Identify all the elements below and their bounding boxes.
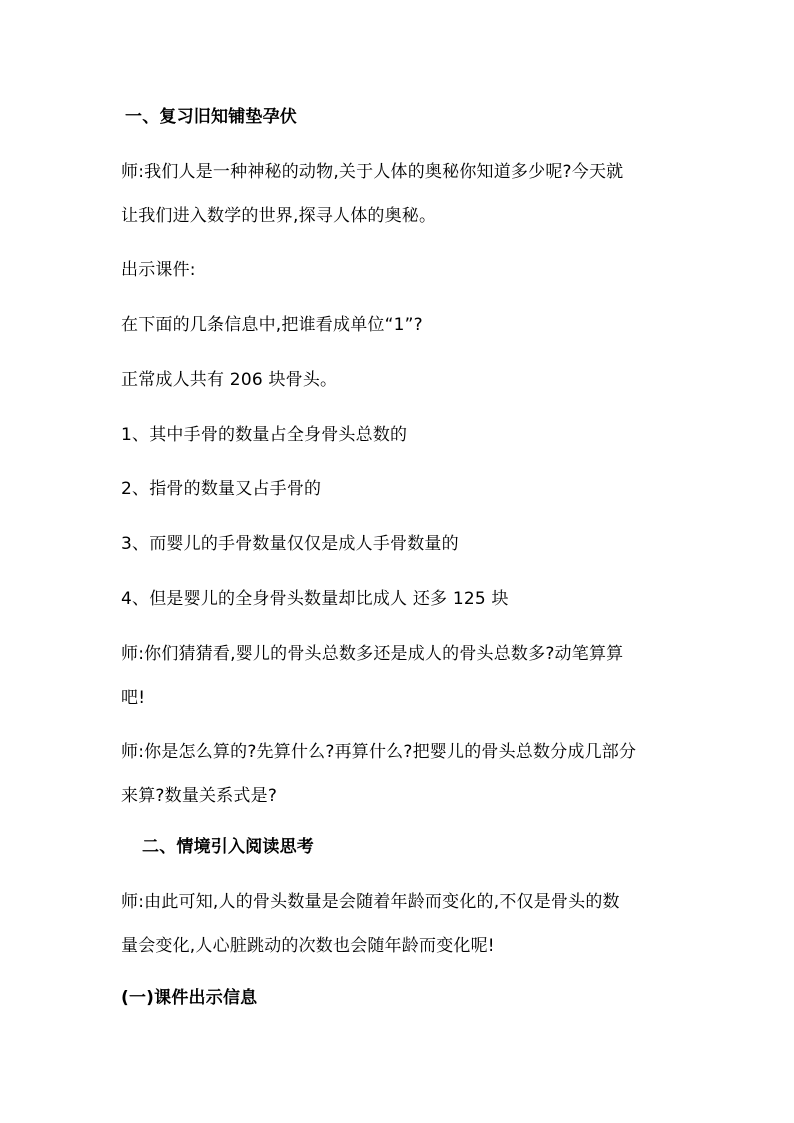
paragraph-line: 让我们进入数学的世界,探寻人体的奥秘。 [121,206,437,226]
paragraph-line: 在下面的几条信息中,把谁看成单位“1”? [121,315,423,335]
list-item: 4、但是婴儿的全身骨头数量却比成人 还多 125 块 [121,589,509,609]
paragraph-line: 师:我们人是一种神秘的动物,关于人体的奥秘你知道多少呢?今天就 [121,162,624,182]
section-heading-context: 二、情境引入阅读思考 [142,837,314,857]
section-heading-review: 一、复习旧知铺垫孕伏 [125,107,297,127]
paragraph-line: 量会变化,人心脏跳动的次数也会随年龄而变化呢! [121,936,495,956]
paragraph-line: 来算?数量关系式是? [121,786,278,806]
list-item: 1、其中手骨的数量占全身骨头总数的 [121,425,408,445]
paragraph-line: 师:由此可知,人的骨头数量是会随着年龄而变化的,不仅是骨头的数 [121,892,620,912]
paragraph-line: 正常成人共有 206 块骨头。 [121,370,338,390]
paragraph-line: 吧! [121,688,146,708]
paragraph-line: 出示课件: [121,260,196,280]
paragraph-line: 师:你是怎么算的?先算什么?再算什么?把婴儿的骨头总数分成几部分 [121,742,637,762]
subsection-heading: (一)课件出示信息 [121,988,258,1008]
list-item: 3、而婴儿的手骨数量仅仅是成人手骨数量的 [121,534,459,554]
paragraph-line: 师:你们猜猜看,婴儿的骨头总数多还是成人的骨头总数多?动笔算算 [121,644,624,664]
list-item: 2、指骨的数量又占手骨的 [121,479,322,499]
